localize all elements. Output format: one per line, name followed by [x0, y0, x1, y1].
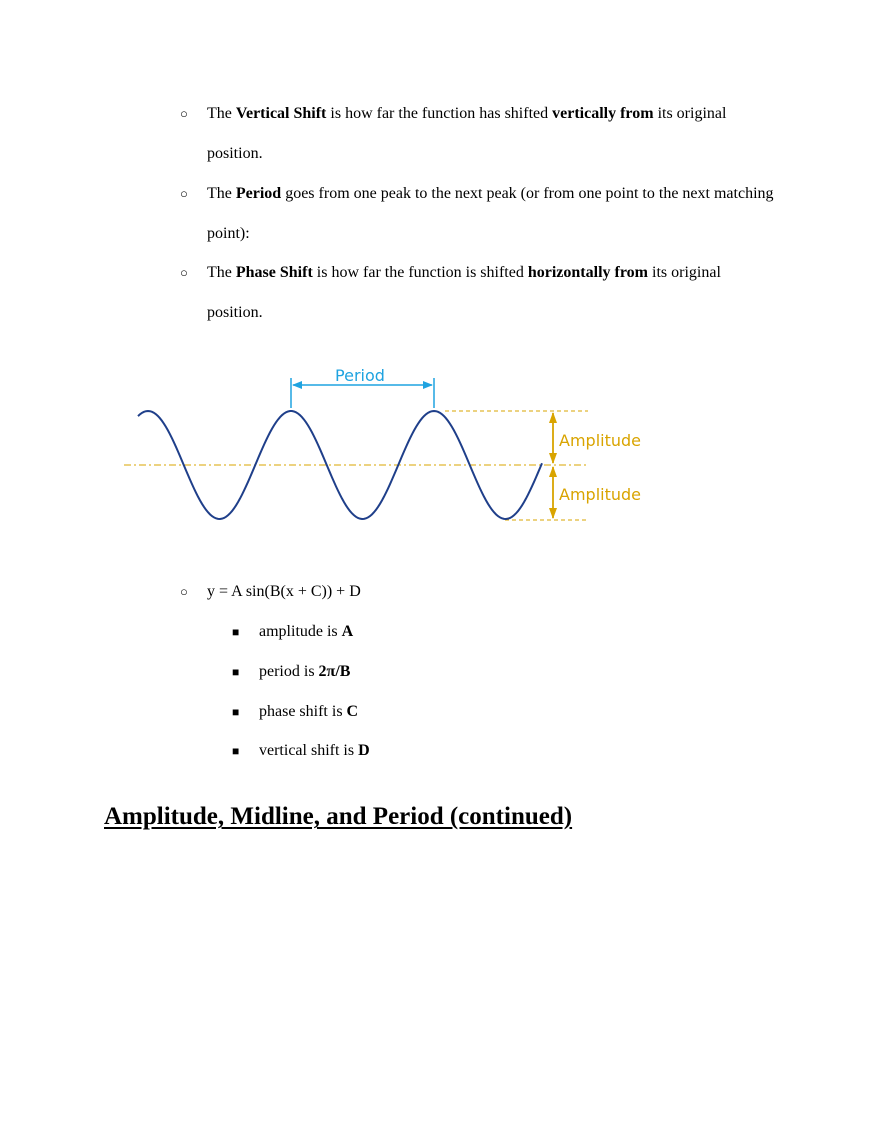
formula-item — [180, 572, 780, 612]
formula-detail-phase-shift: ■ phase shift is C — [232, 703, 359, 720]
note-phase-shift — [180, 253, 780, 332]
circle-bullet: ○ — [180, 584, 188, 599]
formula-detail-period: ■ period is 2π/B — [232, 663, 351, 680]
formula-detail-vertical-shift: ■ vertical shift is D — [232, 742, 370, 759]
period-arrow-right-head — [423, 381, 433, 389]
formula-detail-amplitude: ■ amplitude is A — [232, 623, 354, 640]
note-text: The Phase Shift is how far the function is shifted horizontally from its original position. — [207, 264, 721, 321]
amplitude-upper-arrow-bottom — [549, 453, 557, 464]
amplitude-label-lower: Amplitude — [559, 485, 641, 504]
circle-bullet: ○ — [180, 265, 188, 280]
amplitude-lower-arrow-bottom — [549, 508, 557, 519]
section-heading: Amplitude, Midline, and Period (continued) — [104, 803, 573, 830]
square-bullet: ■ — [232, 625, 240, 639]
amplitude-upper-arrow-top — [549, 412, 557, 423]
amplitude-lower-arrow-top — [549, 466, 557, 477]
formula-text: y = A sin(B(x + C)) + D — [207, 583, 361, 600]
sine-wave-diagram — [110, 360, 670, 540]
circle-bullet: ○ — [180, 106, 188, 121]
amplitude-label-upper: Amplitude — [559, 431, 641, 450]
period-arrow-left-head — [292, 381, 302, 389]
note-text: The Period goes from one peak to the next peak (or from one point to the next matching point): — [207, 185, 774, 242]
square-bullet: ■ — [232, 705, 240, 719]
note-text: The Vertical Shift is how far the function has shifted vertically from its original position. — [207, 105, 727, 162]
note-vertical-shift — [180, 94, 780, 173]
circle-bullet: ○ — [180, 186, 188, 201]
note-period — [180, 174, 780, 253]
square-bullet: ■ — [232, 744, 240, 758]
period-label: Period — [335, 366, 385, 385]
square-bullet: ■ — [232, 665, 240, 679]
